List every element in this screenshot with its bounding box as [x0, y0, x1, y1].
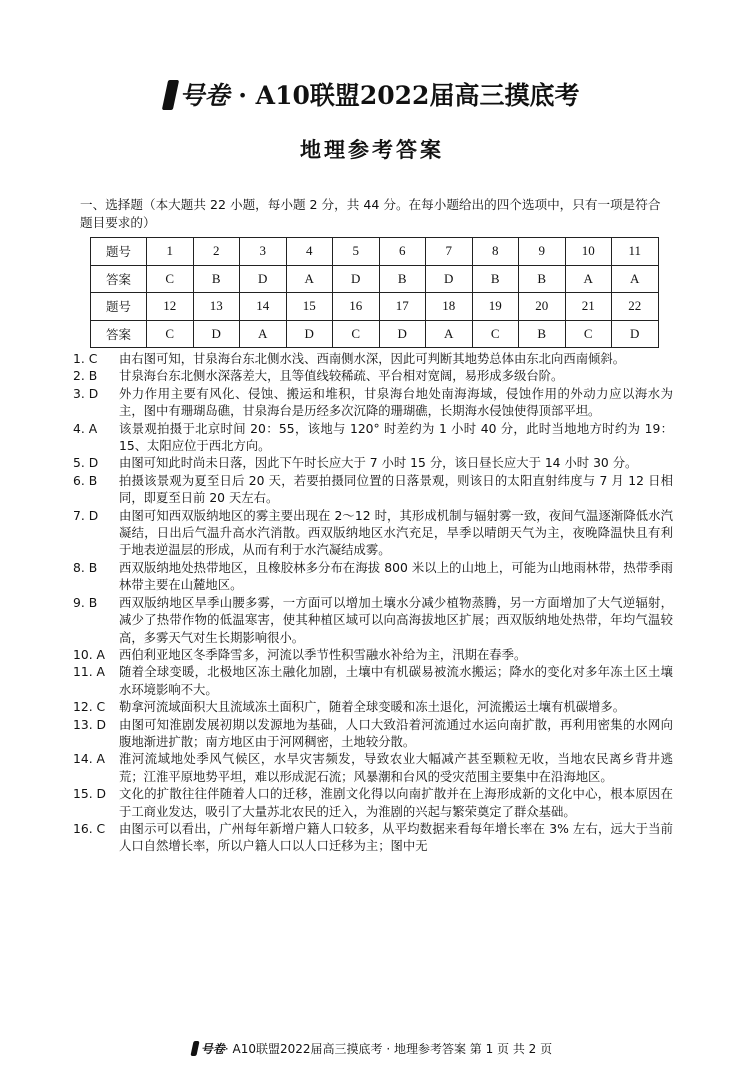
answer-cell: A	[426, 320, 473, 348]
item-number: 1. C	[73, 352, 98, 366]
item-text: 拍摄该景观为夏至日后 20 天，若要拍摄同位置的日落景观，则该日的太阳直射纬度与 7 月 12 日相同，即夏至日前 20 天左右。	[119, 473, 673, 506]
question-number-cell: 3	[240, 238, 287, 266]
explanation-item	[73, 508, 673, 560]
item-text: 淮河流域地处季风气候区，水旱灾害频发，导致农业大幅减产甚至颗粒无收，当地农民离乡背井逃荒；江淮平原地势平坦，难以形成泥石流；风暴潮和台风的受灾范围主要集中在沿海地区。	[119, 752, 673, 784]
question-number-cell: 1	[147, 238, 194, 266]
explanation-item	[73, 368, 673, 385]
page-header	[0, 76, 744, 112]
explanation-list	[73, 351, 673, 856]
item-text: 由右图可知，甘泉海台东北侧水浅、西南侧水深，因此可判断其地势总体由东北向西南倾斜。	[119, 352, 626, 366]
item-number: 4. A	[73, 421, 98, 436]
row-label: 答案	[91, 320, 147, 348]
item-number: 15. D	[73, 787, 107, 802]
item-text: 西双版纳地区旱季山腰多雾，一方面可以增加土壤水分减少植物蒸腾，另一方面增加了大气逆辐射，减少了热带作物的低温寒害，使其种植区域可以向高海拔地区扩展；西双版纳地处热带，年均气温较高，多雾天气对生长期影响很小。	[119, 595, 673, 645]
item-text: 由图可知西双版纳地区的雾主要出现在 2～12 时，其形成机制与辐射雾一致，夜间气温逐渐降低水汽凝结，日出后气温升高水汽消散。西双版纳地区水汽充足，旱季以晴朗天气为主，夜晚降温快且有利于地表逆温层的形成，从而有利于水汽凝结成雾。	[119, 508, 673, 558]
explanation-item	[73, 386, 673, 421]
answer-cell: C	[333, 320, 380, 348]
row-label: 题号	[91, 238, 147, 266]
explanation-item	[73, 351, 673, 368]
question-number-cell: 6	[379, 238, 426, 266]
answer-cell: A	[286, 265, 333, 293]
item-text: 该景观拍摄于北京时间 20：55，该地与 120° 时差约为 1 小时 40 分，此时当地地方时约为 19：15、太阳应位于西北方向。	[119, 421, 673, 454]
footer-logo-icon	[190, 1041, 199, 1056]
question-number-cell: 4	[286, 238, 333, 266]
answer-cell: A	[240, 320, 287, 348]
brand-name: 号卷	[179, 81, 230, 110]
explanation-item	[73, 421, 673, 456]
item-text: 由图可知淮剧发展初期以发源地为基础，人口大致沿着河流通过水运向南扩散，再利用密集的水网向腹地渐进扩散；南方地区由于河网稠密，土地较分散。	[119, 717, 673, 749]
question-number-cell: 12	[147, 293, 194, 321]
question-number-cell: 5	[333, 238, 380, 266]
answer-cell: D	[426, 265, 473, 293]
row-label: 题号	[91, 293, 147, 321]
explanation-item	[73, 664, 673, 699]
item-number: 8. B	[73, 560, 98, 575]
explanation-item	[73, 717, 673, 752]
item-text: 甘泉海台东北侧水深落差大，且等值线较稀疏、平台相对宽阔，易形成多级台阶。	[119, 369, 564, 384]
question-number-cell: 20	[519, 293, 566, 321]
question-number-cell: 19	[472, 293, 519, 321]
answer-cell: C	[147, 265, 194, 293]
question-number-cell: 17	[379, 293, 426, 321]
answer-cell: D	[612, 320, 659, 348]
answer-cell: D	[286, 320, 333, 348]
item-number: 2. B	[73, 369, 98, 384]
answer-cell: D	[379, 320, 426, 348]
item-text: 西双版纳地处热带地区，且橡胶林多分布在海拔 800 米以上的山地上，可能为山地雨林带，热带季雨林带主要在山麓地区。	[119, 560, 673, 593]
question-number-cell: 14	[240, 293, 287, 321]
question-number-cell: 15	[286, 293, 333, 321]
item-number: 14. A	[73, 752, 105, 767]
answer-cell: C	[565, 320, 612, 348]
explanation-item	[73, 647, 673, 664]
answer-cell: C	[472, 320, 519, 348]
explanation-item	[73, 595, 673, 647]
answer-cell: A	[612, 265, 659, 293]
page-subtitle: 地理参考答案	[300, 137, 444, 162]
question-number-row	[91, 238, 659, 266]
item-text: 由图示可以看出，广州每年新增户籍人口较多，从平均数据来看每年增长率在 3% 左右，远大于当前人口自然增长率，所以户籍人口以人口迁移为主；图中无	[119, 821, 673, 854]
item-number: 3. D	[73, 386, 99, 401]
answer-cell: D	[333, 265, 380, 293]
section-heading: 一、选择题（本大题共 22 小题，每小题 2 分，共 44 分。在每小题给出的四个选项中，只有一项是符合题目要求的）	[80, 197, 661, 230]
explanation-item	[73, 560, 673, 595]
row-label: 答案	[91, 265, 147, 293]
title-dot: ·	[229, 81, 256, 110]
question-number-cell: 8	[472, 238, 519, 266]
question-number-cell: 22	[612, 293, 659, 321]
page-footer	[0, 1040, 744, 1057]
answer-row	[91, 265, 659, 293]
question-number-cell: 7	[426, 238, 473, 266]
question-number-row	[91, 293, 659, 321]
brand-logo-icon	[161, 80, 178, 110]
item-number: 13. D	[73, 717, 107, 732]
answer-cell: B	[519, 265, 566, 293]
question-number-cell: 2	[193, 238, 240, 266]
item-text: 随着全球变暖，北极地区冻土融化加剧，土壤中有机碳易被流水搬运；降水的变化对多年冻土区土壤水环境影响不大。	[119, 665, 673, 697]
item-text: 由图可知此时尚未日落，因此下午时长应大于 7 小时 15 分，该日昼长应大于 14 小时 30 分。	[119, 456, 638, 471]
item-number: 6. B	[73, 473, 98, 488]
question-number-cell: 18	[426, 293, 473, 321]
question-number-cell: 21	[565, 293, 612, 321]
title-text: A10联盟2022届高三摸底考	[255, 81, 580, 110]
explanation-item	[73, 455, 673, 472]
question-number-cell: 13	[193, 293, 240, 321]
answer-row	[91, 320, 659, 348]
question-number-cell: 10	[565, 238, 612, 266]
item-text: 勒拿河流域面积大且流域冻土面积广，随着全球变暖和冻土退化，河流搬运土壤有机碳增多。	[119, 700, 626, 715]
answer-cell: C	[147, 320, 194, 348]
footer-brand: 号卷	[200, 1042, 225, 1056]
item-number: 10. A	[73, 647, 105, 662]
item-number: 16. C	[73, 821, 106, 836]
item-number: 9. B	[73, 595, 98, 610]
item-number: 12. C	[73, 700, 106, 715]
answer-cell: D	[193, 320, 240, 348]
item-text: 外力作用主要有风化、侵蚀、搬运和堆积，甘泉海台地处南海海域，侵蚀作用的外动力应以海水为主，图中有珊瑚岛礁，甘泉海台是历经多次沉降的珊瑚礁，长期海水侵蚀使得顶部平坦。	[119, 386, 673, 419]
answer-cell: B	[519, 320, 566, 348]
explanation-item	[73, 821, 673, 856]
question-number-cell: 11	[612, 238, 659, 266]
item-number: 11. A	[73, 665, 105, 680]
footer-text: · A10联盟2022届高三摸底考 · 地理参考答案 第 1 页 共 2 页	[224, 1042, 553, 1056]
answer-table	[90, 237, 659, 348]
answer-cell: D	[240, 265, 287, 293]
item-text: 西伯利亚地区冬季降雪多，河流以季节性积雪融水补给为主，汛期在春季。	[119, 647, 527, 662]
item-text: 文化的扩散往往伴随着人口的迁移，淮剧文化得以向南扩散并在上海形成新的文化中心，根本原因在于工商业发达，吸引了大量苏北农民的迁入，为淮剧的兴起与繁荣奠定了群众基础。	[119, 787, 673, 819]
item-number: 7. D	[73, 508, 99, 523]
item-number: 5. D	[73, 456, 99, 471]
question-number-cell: 9	[519, 238, 566, 266]
answer-cell: B	[193, 265, 240, 293]
question-number-cell: 16	[333, 293, 380, 321]
explanation-item	[73, 699, 673, 716]
answer-cell: A	[565, 265, 612, 293]
answer-cell: B	[472, 265, 519, 293]
explanation-item	[73, 473, 673, 508]
explanation-item	[73, 751, 673, 786]
exam-title	[0, 76, 744, 112]
explanation-item	[73, 786, 673, 821]
answer-cell: B	[379, 265, 426, 293]
